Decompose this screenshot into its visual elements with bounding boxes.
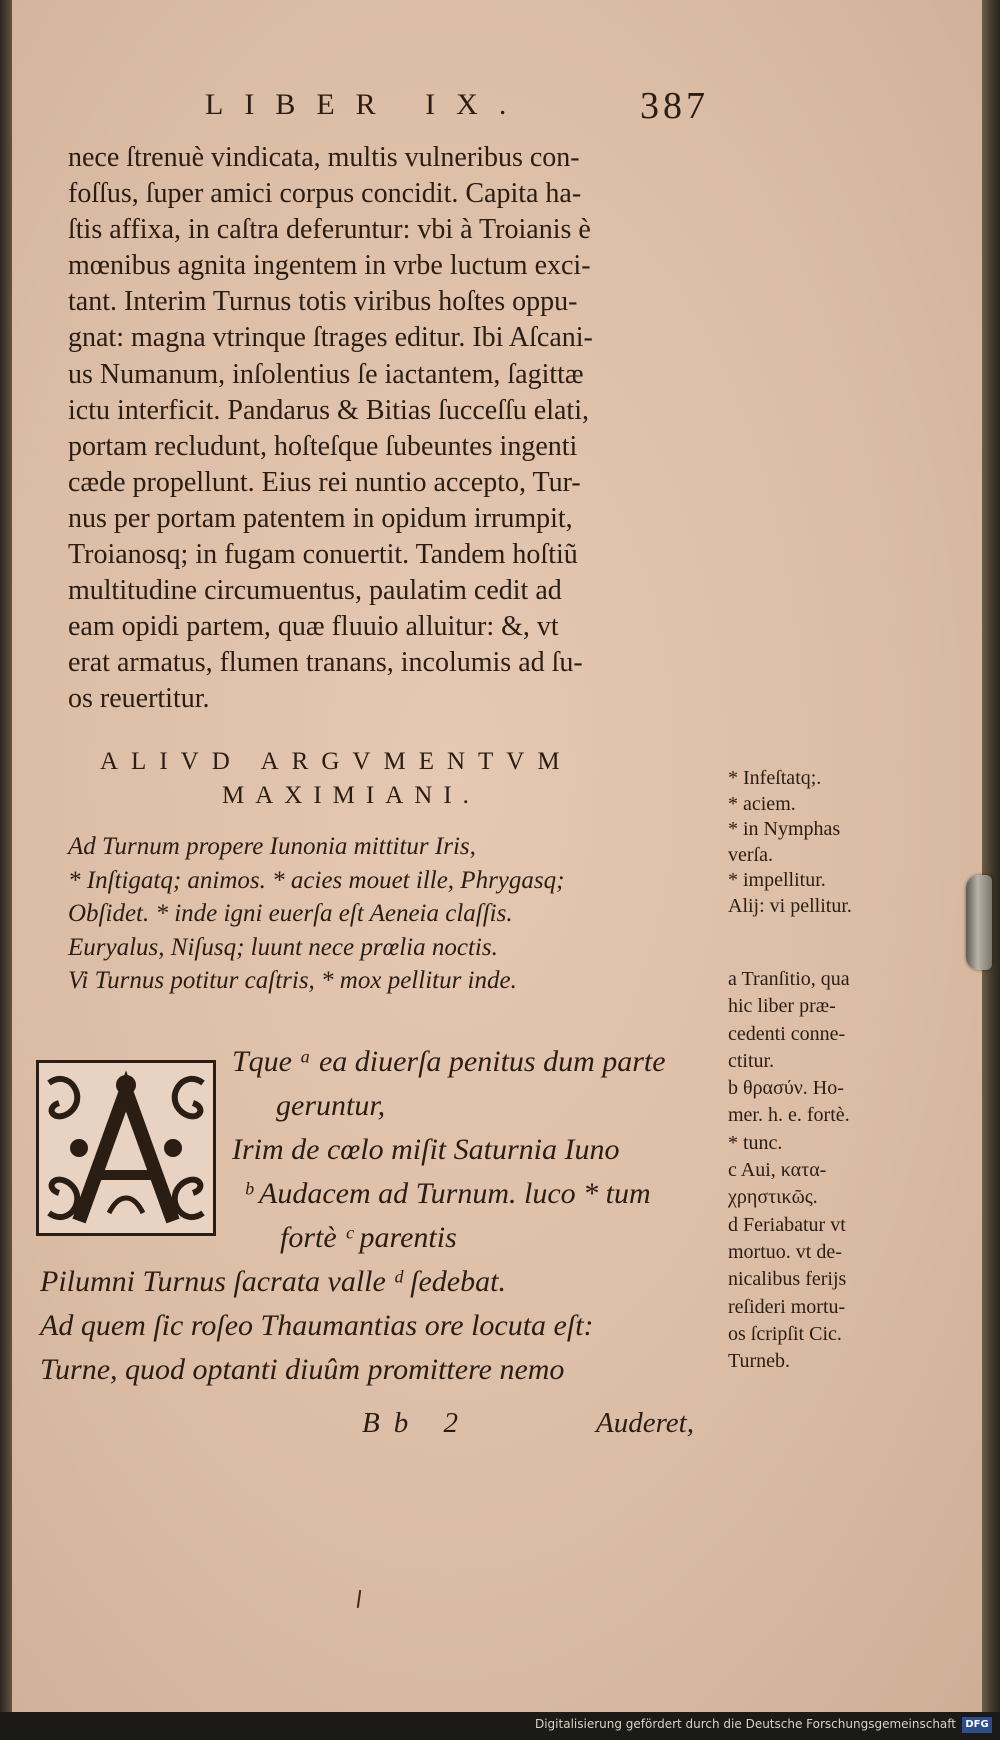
- margin-note-line: * impellitur.: [728, 869, 826, 891]
- page-number: 387: [640, 85, 709, 127]
- poem-line: Tque ᵃ ea diuerſa penitus dum parte: [232, 1045, 666, 1078]
- poem-line: fortè ᶜ parentis: [280, 1221, 457, 1254]
- margin-note-line: os ſcripſit Cic.: [728, 1322, 842, 1345]
- poem-line: Pilumni Turnus ſacrata valle ᵈ ſedebat.: [40, 1265, 506, 1298]
- margin-note-line: hic liber præ-: [728, 995, 836, 1018]
- prose-line: multitudine circumuentus, paulatim cedit ad: [68, 575, 562, 607]
- poem-verses: [36, 1040, 736, 1392]
- argument-line: Obſidet. * inde igni euerſa eſt Aeneia claſſis.: [68, 900, 513, 927]
- margin-note-line: * in Nymphas: [728, 818, 841, 840]
- prose-line: Troianosq; in fugam conuertit. Tandem hoſtiũ: [68, 539, 578, 571]
- margin-note-line: c Aui, κατα-: [728, 1159, 827, 1182]
- prose-line: nece ſtrenuè vindicata, multis vulneribus con-: [68, 142, 580, 173]
- margin-note-line: mortuo. vt de-: [728, 1240, 842, 1263]
- margin-note-line: verſa.: [728, 843, 773, 866]
- digitization-footer: [0, 1712, 1000, 1740]
- argument-line: Vi Turnus potitur caſtris, * mox pellitur inde.: [68, 967, 517, 994]
- catchword: Auderet,: [596, 1407, 694, 1439]
- margin-note-line: * aciem.: [728, 792, 796, 815]
- prose-line: portam recludunt, hoſteſque ſubeuntes ingenti: [68, 430, 578, 462]
- book-fore-edge: [982, 0, 1000, 1712]
- prose-line: ſtis affixa, in caſtra deferuntur: vbi à Troianis è: [68, 214, 591, 246]
- signature-mark: Bb 2: [362, 1407, 472, 1439]
- prose-line: os reuertitur.: [68, 683, 210, 715]
- margin-note-line: Turneb.: [728, 1350, 791, 1373]
- argument-line: * Inſtigatq; animos. * acies mouet ille, Phrygasq;: [68, 866, 565, 894]
- margin-note-line: d Feriabatur vt: [728, 1213, 846, 1236]
- margin-note-line: Alij: vi pellitur.: [728, 894, 852, 917]
- margin-note-line: * tunc.: [728, 1131, 783, 1154]
- prose-summary: [68, 140, 718, 718]
- funding-credit: Digitalisierung gefördert durch die Deutsche Forschungsgemeinschaft: [534, 1717, 956, 1731]
- margin-note-line: reſideri mortu-: [728, 1295, 846, 1318]
- prose-line: ictu interficit. Pandarus & Bitias ſucceſſu elati,: [68, 394, 589, 426]
- prose-line: mœnibus agnita ingentem in vrbe luctum exci-: [68, 250, 591, 282]
- prose-line: foſſus, ſuper amici corpus concidit. Capita ha-: [68, 178, 582, 210]
- margin-note-line: nicalibus ferijs: [728, 1268, 847, 1291]
- argument-line: Ad Turnum propere Iunonia mittitur Iris,: [68, 833, 476, 860]
- marginal-notes-bottom: [728, 966, 978, 1375]
- margin-note-line: b θρασύν. Ho-: [728, 1077, 844, 1100]
- argument-line: Euryalus, Niſusq; luunt nece prœlia noctis.: [68, 933, 498, 961]
- argument-heading: ALIVD ARGVMENTVM: [100, 748, 573, 775]
- prose-line: nus per portam patentem in opidum irrumpit,: [68, 502, 573, 534]
- prose-line: tant. Interim Turnus totis viribus hoſtes oppu-: [68, 286, 578, 318]
- argument-verses: [68, 830, 668, 998]
- dfg-logo-icon: DFG: [962, 1717, 992, 1733]
- margin-note-line: ctitur.: [728, 1049, 775, 1072]
- margin-note-line: mer. h. e. fortè.: [728, 1104, 850, 1127]
- running-head: LIBER IX.: [205, 88, 528, 121]
- marginal-notes-top: [728, 766, 973, 919]
- margin-note-line: χρηστικῶς.: [728, 1186, 818, 1209]
- prose-line: us Numanum, inſolentius ſe iactantem, ſagittæ: [68, 358, 584, 390]
- poem-line: Ad quem ſic roſeo Thaumantias ore locuta eſt:: [40, 1309, 594, 1342]
- margin-note-line: * Infeſtatq;.: [728, 767, 822, 789]
- poem-line: ᵇ Audacem ad Turnum. luco * tum: [244, 1177, 651, 1210]
- prose-line: eam opidi partem, quæ fluuio alluitur: &, vt: [68, 611, 559, 643]
- margin-note-line: a Tranſitio, qua: [728, 968, 850, 990]
- prose-line: gnat: magna vtrinque ſtrages editur. Ibi Aſcani-: [68, 322, 593, 354]
- margin-note-line: cedenti conne-: [728, 1022, 846, 1045]
- prose-line: cæde propellunt. Eius rei nuntio accepto, Tur-: [68, 466, 581, 498]
- poem-line: geruntur,: [276, 1089, 386, 1122]
- prose-line: erat armatus, flumen tranans, incolumis ad ſu-: [68, 647, 583, 679]
- poem-line: Turne, quod optanti diuûm promittere nemo: [40, 1353, 565, 1386]
- poem-line: Irim de cœlo miſit Saturnia Iuno: [232, 1133, 620, 1166]
- argument-heading-author: MAXIMIANI.: [222, 782, 480, 809]
